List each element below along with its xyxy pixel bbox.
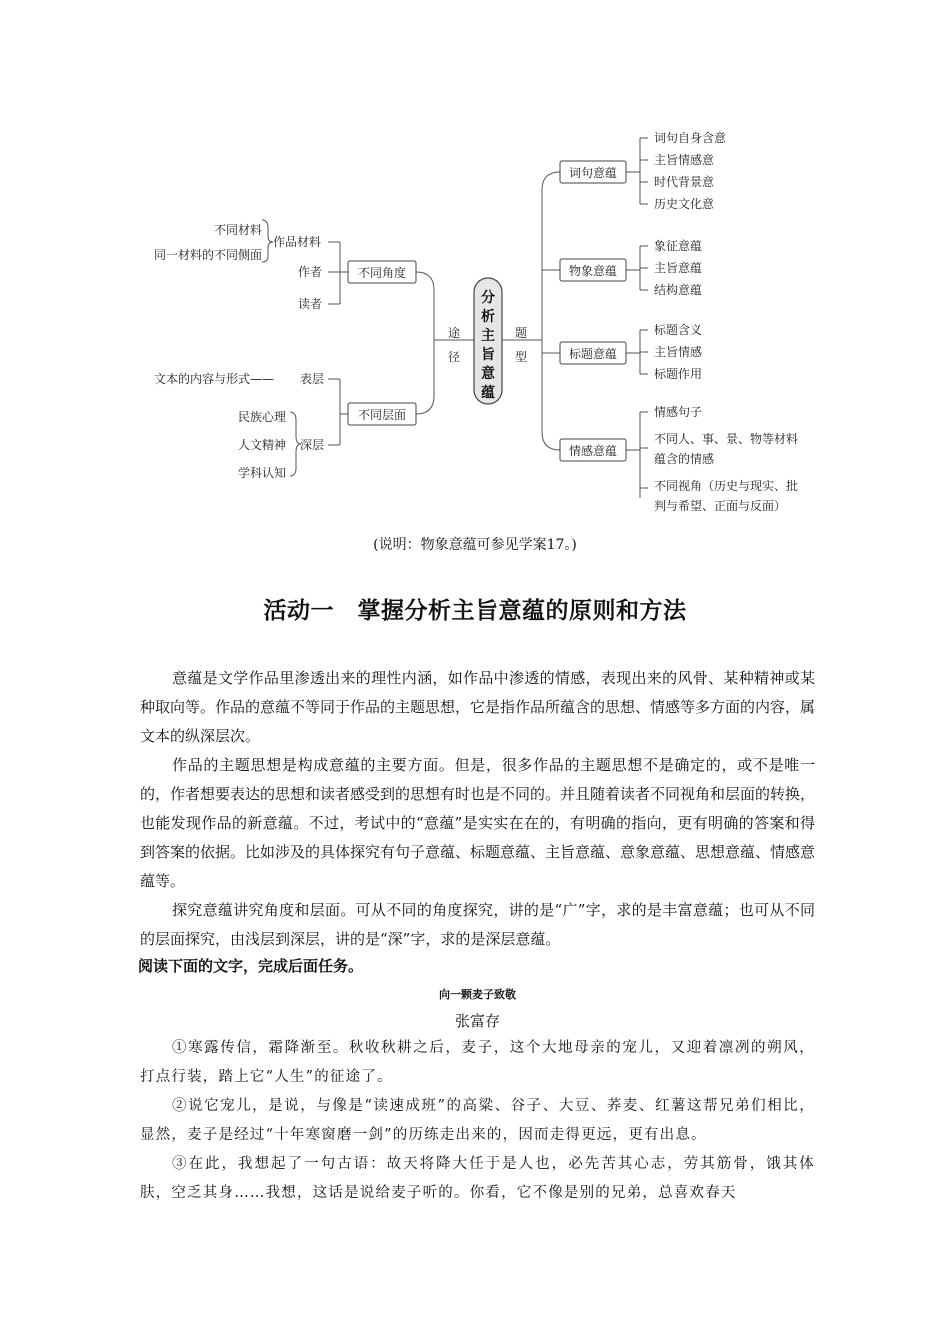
material-item-1: 不同材料 <box>213 223 262 237</box>
intro-paragraph-2: 作品的主题思想是构成意蕴的主要方面。但是，很多作品的主题思想不是确定的，或不是唯一的，作者想要表达的思想和读者感受到的思想有时也是不同的。并且随着读者不同视角和层面的转换，也能发现作品的新意蕴。不过，考试中的“意蕴”是实实在在的，有明确的指向，更有明确的答案和得到答案的依据。比如涉及的具体探究有句子意蕴、标题意蕴、主旨意蕴、意象意蕴、思想意蕴、情感意蕴等。 <box>140 756 816 890</box>
essay-author: 张富存 <box>454 1012 500 1030</box>
essay-paragraph-1: ①寒露传信，霜降渐至。秋收秋耕之后，麦子，这个大地母亲的宠儿，又迎着凛冽的朔风，打点行装，踏上它“人生”的征途了。 <box>140 1040 815 1085</box>
word-item-3: 时代背景意 <box>654 175 715 189</box>
emotion-item-1: 情感句子 <box>654 405 703 419</box>
task-section <box>138 952 813 981</box>
deep-item-1: 民族心理 <box>237 410 286 424</box>
emotion-item-3b: 判与希望、正面与反面） <box>654 499 787 513</box>
emotion-item-2b: 蕴含的情感 <box>654 452 715 466</box>
surface-source: 文本的内容与形式—— <box>153 372 274 386</box>
image-item-1: 象征意蕴 <box>654 239 703 253</box>
deep-item-2: 人文精神 <box>237 438 286 452</box>
word-item-2: 主旨情感意 <box>654 153 715 167</box>
node-word-label: 词句意蕴 <box>568 166 618 180</box>
node-angle-label: 不同角度 <box>357 266 407 280</box>
title-item-3: 标题作用 <box>654 367 703 381</box>
node-material: 作品材料 <box>273 235 322 249</box>
title-item-1: 标题含义 <box>654 323 703 337</box>
mind-map-diagram <box>0 0 950 530</box>
emotion-item-2a: 不同人、事、景、物等材料 <box>654 432 799 446</box>
material-item-2: 同一材料的不同侧面 <box>153 248 262 262</box>
node-deep: 深层 <box>300 438 325 452</box>
center-char-1: 分 <box>481 290 495 306</box>
diagram-note: (说明：物象意蕴可参见学案17。) <box>373 537 577 553</box>
node-author: 作者 <box>298 265 323 279</box>
deep-item-3: 学科认知 <box>237 466 286 480</box>
title-item-2: 主旨情感 <box>654 345 703 359</box>
node-layer-label: 不同层面 <box>357 408 407 422</box>
word-item-4: 历史文化意 <box>654 197 715 211</box>
center-char-5: 意 <box>481 366 495 382</box>
node-image-label: 物象意蕴 <box>568 264 618 278</box>
essay-title: 向一颗麦子致敬 <box>439 988 516 1001</box>
essay-section <box>140 982 815 1208</box>
center-char-4: 旨 <box>481 347 495 363</box>
node-title-label: 标题意蕴 <box>568 347 618 361</box>
word-item-1: 词句自身含意 <box>654 131 727 145</box>
route-label-1: 途 <box>447 326 461 340</box>
node-reader: 读者 <box>298 297 323 311</box>
task-instruction: 阅读下面的文字，完成后面任务。 <box>138 957 364 975</box>
route-label-2: 径 <box>447 350 461 364</box>
center-char-3: 主 <box>481 328 495 344</box>
essay-paragraph-2: ②说它宠儿，是说，与像是“读速成班”的高粱、谷子、大豆、荞麦、红薯这帮兄弟们相比，显然，麦子是经过“十年寒窗磨一剑”的历练走出来的，因而走得更远，更有出息。 <box>140 1098 815 1143</box>
image-item-3: 结构意蕴 <box>654 283 703 297</box>
center-char-6: 蕴 <box>481 385 495 401</box>
intro-paragraph-3: 探究意蕴讲究角度和层面。可从不同的角度探究，讲的是“广”字，求的是丰富意蕴；也可从不同的层面探究，由浅层到深层，讲的是“深”字，求的是深层意蕴。 <box>140 901 815 948</box>
image-item-2: 主旨意蕴 <box>654 261 703 275</box>
intro-section <box>140 664 815 954</box>
essay-paragraph-3: ③在此，我想起了一句古语：故天将降大任于是人也，必先苦其心志，劳其筋骨，饿其体肤，空乏其身……我想，这话是说给麦子听的。你看，它不像是别的兄弟，总喜欢春天 <box>140 1156 815 1201</box>
node-surface: 表层 <box>300 372 325 386</box>
brace-materials <box>262 220 273 262</box>
center-char-2: 析 <box>481 309 495 325</box>
activity-heading: 活动一 掌握分析主旨意蕴的原则和方法 <box>263 598 687 624</box>
type-label-1: 题 <box>514 326 528 340</box>
intro-paragraph-1: 意蕴是文学作品里渗透出来的理性内涵，如作品中渗透的情感，表现出来的风骨、某种精神或某种取向等。作品的意蕴不等同于作品的主题思想，它是指作品所蕴含的思想、情感等多方面的内容，属文本的纵深层次。 <box>140 669 816 745</box>
type-label-2: 型 <box>514 350 528 364</box>
emotion-item-3a: 不同视角（历史与现实、批 <box>654 479 799 493</box>
node-emotion-label: 情感意蕴 <box>568 444 618 458</box>
